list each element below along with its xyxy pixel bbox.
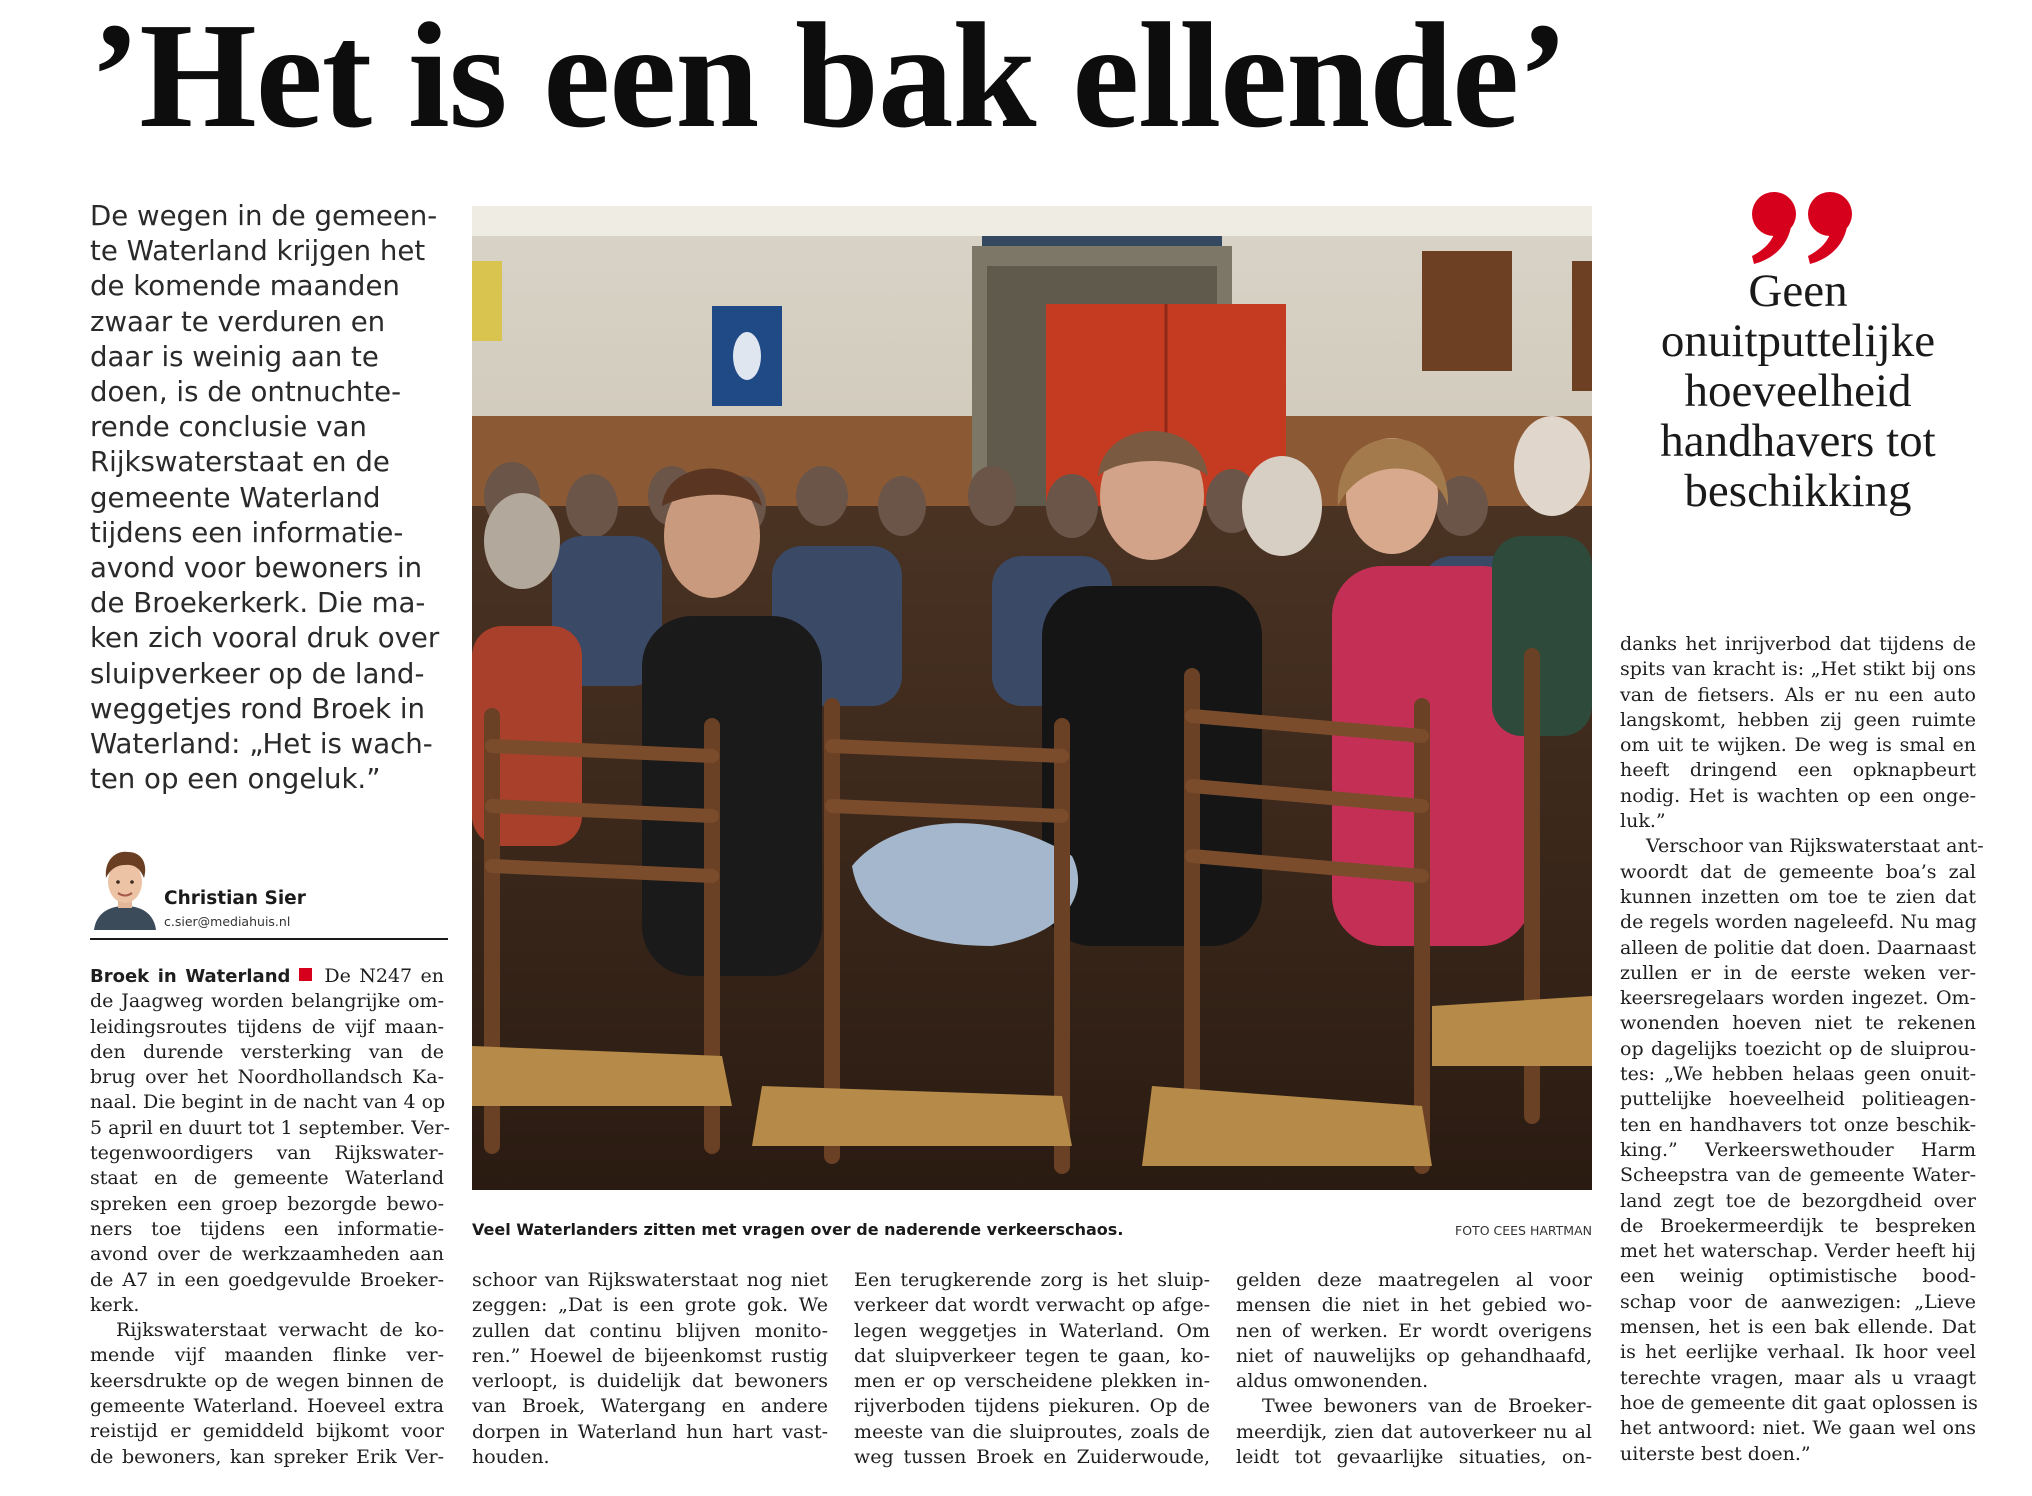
body-line: Een terugkerende zorg is het sluip-	[854, 1269, 1210, 1291]
body-line: tes: „We hebben helaas geen onuit-	[1620, 1063, 1976, 1086]
intro-line: ken zich vooral druk over	[90, 621, 440, 655]
body-line: dorpen in Waterland hun hart vast-	[472, 1420, 828, 1443]
body-line: keersregelaars worden ingezet. Om-	[1620, 987, 1976, 1010]
body-line: het antwoord: niet. We gaan wel ons	[1620, 1417, 1976, 1440]
body-text: De N247 en	[324, 965, 444, 987]
body-line: avond over de werkzaamheden aan	[90, 1243, 444, 1266]
body-line: Verschoor van Rijkswaterstaat ant-	[1646, 835, 1984, 858]
body-line: nen of werken. Er wordt overigens	[1236, 1319, 1592, 1342]
intro-line: tijdens een informatie-	[90, 515, 404, 549]
body-line: mensen die niet in het gebied wo-	[1236, 1294, 1592, 1317]
body-line: leidingsroutes tijdens de vijf maan-	[90, 1015, 444, 1038]
body-line: zeggen: „Dat is een grote gok. We	[472, 1294, 828, 1317]
photo-caption: Veel Waterlanders zitten met vragen over de naderende verkeerschaos.	[472, 1220, 1124, 1239]
body-line: Scheepstra van de gemeente Water-	[1620, 1164, 1976, 1187]
body-line: hoe de gemeente dit gaat oplossen is	[1620, 1391, 1978, 1414]
intro-line: de komende maanden	[90, 269, 400, 303]
body-line: schoor van Rijkswaterstaat nog niet	[472, 1269, 828, 1291]
body-line: legen weggetjes in Waterland. Om	[854, 1319, 1210, 1342]
body-line: de bewoners, kan spreker Erik Ver-	[90, 1445, 444, 1468]
body-line: aldus omwonenden.	[1236, 1370, 1429, 1393]
body-line: een weinig optimistische bood-	[1620, 1265, 1976, 1288]
body-line: mende vijf maanden flinke ver-	[90, 1344, 444, 1367]
body-column-3	[854, 1268, 1210, 1470]
photo-credit: FOTO CEES HARTMAN	[1455, 1223, 1592, 1238]
body-line: weg tussen Broek en Zuiderwoude,	[854, 1446, 1210, 1469]
body-line: de regels worden nageleefd. Nu mag	[1620, 911, 1977, 934]
body-line: zullen er in de eerste weken ver-	[1620, 961, 1976, 984]
body-line: de Jaagweg worden belangrijke om-	[90, 990, 444, 1013]
intro-line: te Waterland krijgen het	[90, 234, 426, 268]
body-line: de A7 in een goedgevulde Broeker-	[90, 1268, 444, 1291]
intro-line: rende conclusie van	[90, 410, 367, 444]
body-line: den durende versterking van de	[90, 1040, 444, 1063]
body-line: de Broekermeerdijk te bespreken	[1620, 1214, 1976, 1237]
body-line: heeft dringend een opknapbeurt	[1620, 759, 1976, 782]
body-column-1	[90, 964, 450, 1470]
body-line: spits van kracht is: „Het stikt bij ons	[1620, 658, 1976, 681]
body-line: alleen de politie dat doen. Daarnaast	[1620, 936, 1977, 959]
body-line: is het eerlijke verhaal. Ik hoor veel	[1620, 1341, 1976, 1364]
body-line: 5 april en duurt tot 1 september. Ver-	[90, 1116, 450, 1139]
body-line: ners toe tijdens een informatie-	[90, 1217, 444, 1240]
author-email[interactable]: c.sier@mediahuis.nl	[164, 914, 291, 929]
body-line: rijverboden tijdens piekuren. Op de	[854, 1395, 1210, 1418]
body-line: verkeer dat wordt verwacht op afge-	[854, 1294, 1210, 1317]
body-line: reistijd er gemiddeld bijkomt voor	[90, 1420, 444, 1443]
body-line: zullen dat continu blijven monito-	[472, 1319, 828, 1342]
body-column-4	[1236, 1268, 1592, 1470]
body-line: ren.” Hoewel de bijeenkomst rustig	[472, 1344, 828, 1367]
intro-line: weggetjes rond Broek in	[90, 691, 425, 725]
body-line: puttelijke hoeveelheid politieagen-	[1620, 1088, 1976, 1111]
body-line: langskomt, hebben zij geen ruimte	[1620, 708, 1976, 731]
intro-line: Rijkswaterstaat en de	[90, 445, 390, 479]
body-line: houden.	[472, 1446, 550, 1469]
article-photo	[472, 206, 1592, 1190]
body-line: keersdrukte op de wegen binnen de	[90, 1369, 444, 1392]
intro-line: avond voor bewoners in	[90, 551, 423, 585]
body-line: luk.”	[1620, 810, 1666, 833]
dateline: Broek in Waterland	[90, 966, 291, 987]
body-line: terechte vragen, maar als u vraagt	[1620, 1366, 1976, 1389]
body-line: land zegt toe de bezorgdheid over	[1620, 1189, 1976, 1212]
pull-quote-line: hoeveelheid	[1684, 365, 1912, 417]
body-line: kunnen inzetten om toe te zien dat	[1620, 885, 1976, 908]
body-column-2	[472, 1268, 828, 1470]
body-line: meeste van die sluiproutes, zoals de	[854, 1420, 1210, 1443]
intro-line: ten op een ongeluk.”	[90, 762, 381, 796]
author-avatar	[90, 844, 160, 930]
intro-line: sluipverkeer op de land-	[90, 656, 425, 690]
body-line: nodig. Het is wachten op een onge-	[1620, 784, 1976, 807]
body-line: Rijkswaterstaat verwacht de ko-	[116, 1319, 444, 1342]
intro-line: daar is weinig aan te	[90, 339, 379, 373]
red-square-icon	[299, 968, 312, 981]
body-line: gemeente Waterland. Hoeveel extra	[90, 1395, 444, 1418]
body-line: van de fietsers. Als er nu een auto	[1620, 683, 1976, 706]
body-line: wonenden hoeven niet te rekenen	[1620, 1012, 1976, 1035]
intro-line: zwaar te verduren en	[90, 304, 386, 338]
body-line: spreken een groep bezorgde bewo-	[90, 1192, 444, 1215]
body-line: men er op verscheidene plekken in-	[854, 1370, 1210, 1393]
body-line: tegenwoordigers van Rijkswater-	[90, 1142, 444, 1165]
body-line: gelden deze maatregelen al voor	[1236, 1269, 1592, 1291]
pull-quote-line: beschikking	[1684, 465, 1912, 517]
body-line: kerk.	[90, 1293, 140, 1316]
pull-quote-line: onuitputtelijke	[1660, 315, 1936, 367]
body-line: op dagelijks toezicht op de sluiprou-	[1620, 1037, 1976, 1060]
body-line: woordt dat de gemeente boa’s zal	[1620, 860, 1976, 883]
intro-paragraph	[90, 198, 458, 796]
pull-quote-line: handhavers tot	[1660, 415, 1936, 467]
body-line	[90, 964, 444, 989]
body-line: mensen, het is een bak ellende. Dat	[1620, 1316, 1976, 1339]
body-line: uiterste best doen.”	[1620, 1442, 1811, 1465]
body-line: niet of nauwelijks op gehandhaafd,	[1236, 1344, 1592, 1367]
body-line: brug over het Noordhollandsch Ka-	[90, 1066, 444, 1089]
body-line: Twee bewoners van de Broeker-	[1262, 1395, 1592, 1418]
intro-line: Waterland: „Het is wach-	[90, 727, 433, 761]
author-byline	[90, 844, 448, 940]
body-line: ten en handhavers tot onze beschik-	[1620, 1113, 1976, 1136]
headline: ’Het is een bak ellende’	[90, 0, 1568, 159]
body-line: verloopt, is duidelijk dat bewoners	[472, 1370, 828, 1393]
body-line: met het waterschap. Verder heeft hij	[1620, 1240, 1976, 1263]
body-line: naal. Die begint in de nacht van 4 op	[90, 1091, 446, 1114]
intro-line: gemeente Waterland	[90, 480, 381, 514]
intro-line: de Broekerkerk. Die ma-	[90, 586, 426, 620]
pull-quote-line: Geen	[1748, 265, 1848, 317]
body-column-5	[1620, 632, 1984, 1467]
intro-line: doen, is de ontnuchte-	[90, 375, 402, 409]
body-line: om uit te wijken. De weg is smal en	[1620, 734, 1976, 757]
intro-line: De wegen in de gemeen-	[90, 199, 438, 232]
body-line: dat sluipverkeer tegen te gaan, ko-	[854, 1344, 1210, 1367]
body-line: meerdijk, zien dat autoverkeer nu al	[1236, 1420, 1592, 1443]
quote-mark-icon	[1748, 190, 1858, 270]
body-line: leidt tot gevaarlijke situaties, on-	[1236, 1446, 1592, 1469]
body-line: schap voor de aanwezigen: „Lieve	[1620, 1290, 1976, 1313]
author-name: Christian Sier	[164, 888, 306, 909]
body-line: king.” Verkeerswethouder Harm	[1620, 1138, 1976, 1161]
pull-quote	[1620, 266, 1976, 516]
body-line: van Broek, Watergang en andere	[472, 1395, 828, 1418]
body-line: danks het inrijverbod dat tijdens de	[1620, 633, 1976, 655]
body-line: staat en de gemeente Waterland	[90, 1167, 444, 1190]
